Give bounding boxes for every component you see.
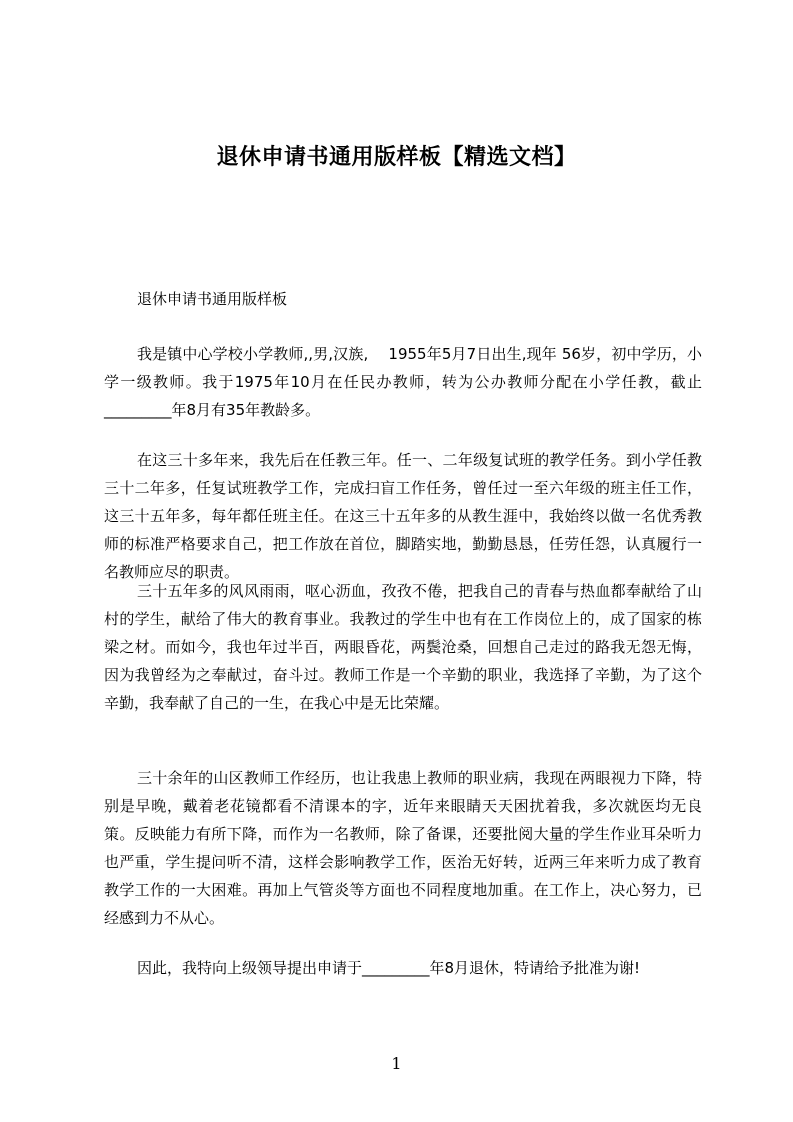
paragraph-request: 因此，我特向上级领导提出申请于_________年8月退休，特请给予批准为谢!: [137, 959, 641, 977]
paragraph-career: 在这三十多年来，我先后在任教三年。任一、二年级复试班的教学任务。到小学任教三十二年多，任复试班教学工作，完成扫盲工作任务，曾任过一至六年级的班主任工作，这三十五年多，每年都任班主任。在这三十五年多的从教生涯中，我始终以做一名优秀教师的标准严格要求自己，把工作放在首位，脚踏实地，勤勤恳恳，任劳任怨，认真履行一名教师应尽的职责。: [104, 451, 702, 581]
document-title: 退休申请书通用版样板【精选文档】: [216, 145, 577, 170]
page-number: 1: [391, 1054, 402, 1073]
paragraph-intro: 我是镇中心学校小学教师,,男,汉族, 1955年5月7日出生,现年 56岁，初中学历，小学一级教师。我于1975年10月在任民办教师，转为公办教师分配在小学任教，截止_________年8月有35年教龄多。: [104, 345, 702, 419]
document-subtitle: 退休申请书通用版样板: [137, 290, 288, 308]
paragraph-dedication: 三十五年多的风风雨雨，呕心沥血，孜孜不倦，把我自己的青春与热血都奉献给了山村的学生，献给了伟大的教育事业。我教过的学生中也有在工作岗位上的，成了国家的栋梁之材。而如今，我也年过半百，两眼昏花，两鬓沧桑，回想自己走过的路我无怨无悔，因为我曾经为之奉献过，奋斗过。教师工作是一个辛勤的职业，我选择了辛勤，为了这个辛勤，我奉献了自己的一生，在我心中是无比荣耀。: [104, 582, 702, 712]
paragraph-health: 三十余年的山区教师工作经历，也让我患上教师的职业病，我现在两眼视力下降，特别是早晚，戴着老花镜都看不清课本的字，近年来眼睛天天困扰着我，多次就医均无良策。反映能力有所下降，而作为一名教师，除了备课，还要批阅大量的学生作业耳朵听力也严重，学生提问听不清，这样会影响教学工作，医治无好转，近两三年来听力成了教育教学工作的一大困难。再加上气管炎等方面也不同程度地加重。在工作上，决心努力，已经感到力不从心。: [104, 769, 702, 927]
